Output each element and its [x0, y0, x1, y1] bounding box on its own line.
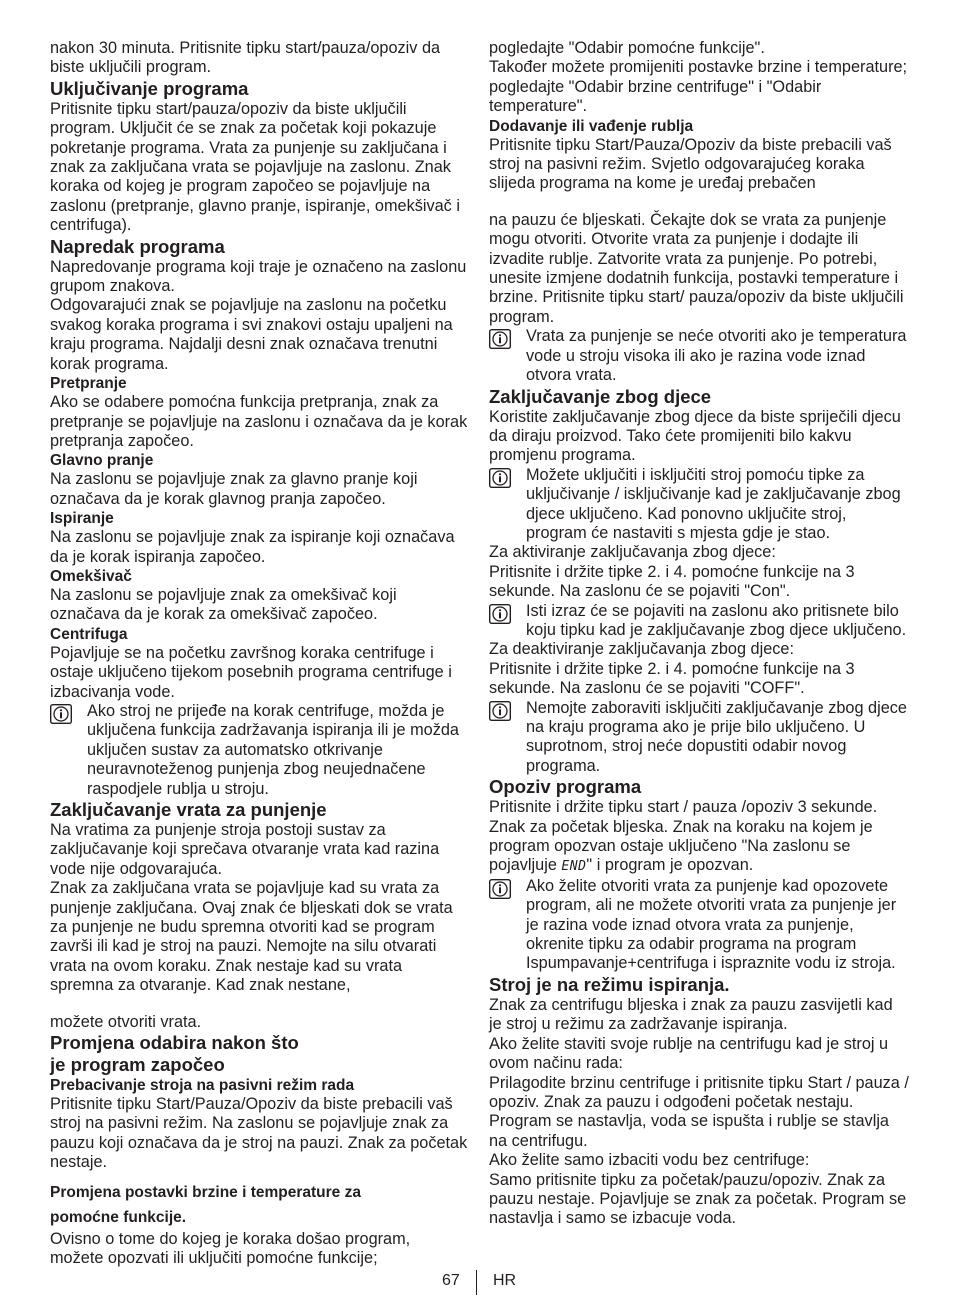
paragraph: Znak za zaključana vrata se pojavljuje kad su vrata za punjenje zaključana. Ovaj znak će bljeskati dok se vrata za punjenje ne budu spremna otvoriti kad se program završi ili kad je stroj na pauzi. Nemojte na silu otvarati vrata na ovom koraku. Znak nestaje kad su vrata spremna za otvaranje. Kad znak nestane, [50, 879, 453, 995]
note-text: Možete uključiti i isključiti stroj pomoću tipke za uključivanje / isključivanje kad je zaključavanje zbog djece uključeno. Kad ponovno uključite stroj, program će nastaviti s mjesta gdje je stao. [526, 465, 901, 542]
heading-line: je program započeo [50, 1054, 225, 1076]
info-icon [489, 327, 526, 354]
text-run: " i program je opozvan. [586, 856, 754, 875]
paragraph: Pritisnite tipku start/pauza/opoziv da biste uključili program. Uključit će se znak za početak koji pokazuje pokretanje programa. Vrata za punjenje su zaključana i znak za zaključana vrata se pojavljuje na zaslonu. Znak koraka od kojeg je program započeo se pojavljuje na zaslonu (pretpranje, glavno pranje, ispiranje, omekšivač i centrifuga). [50, 99, 460, 235]
info-note [489, 327, 909, 385]
heading-line: Promjena postavki brzine i temperature za [50, 1183, 361, 1201]
note-text: Vrata za punjenje se neće otvoriti ako je temperatura vode u stroju visoka ili ako je razina vode iznad otvora vrata. [526, 327, 907, 385]
paragraph: Koristite zaključavanje zbog djece da biste spriječili djecu da diraju proizvod. Tako ćete promijeniti bilo kakvu promjenu programa. [489, 407, 901, 465]
subheading-add-remove-laundry: Dodavanje ili vađenje rublja [489, 117, 694, 135]
page-number: 67 [442, 1272, 460, 1289]
left-column [50, 39, 468, 1269]
info-note [489, 699, 909, 777]
paragraph: Samo pritisnite tipku za početak/pauzu/opoziv. Znak za pauzu nestaje. Pojavljuje se znak za početak. Program se nastavlja i samo se izbacuje voda. [489, 1170, 907, 1228]
subheading-softener: Omekšivač [50, 567, 132, 585]
paragraph: Prilagodite brzinu centrifuge i pritisnite tipku Start / pauza / opoziv. Znak za pauzu i odgođeni početak nestaju. Program se nastavlja, voda se ispušta i rublje se stavlja na centrifugu. [489, 1073, 909, 1150]
paragraph: možete otvoriti vrata. [50, 1012, 202, 1031]
info-icon [489, 699, 526, 726]
paragraph: Ako želite staviti svoje rublje na centrifugu kad je stroj u ovom načinu rada: [489, 1034, 889, 1073]
info-note [489, 602, 909, 641]
paragraph: Pritisnite tipku Start/Pauza/Opoziv da biste prebacili vaš stroj na pasivni režim. Svjetlo odgovarajućeg koraka slijeda programa na kome je uređaj prebačen [489, 135, 892, 193]
subheading-spin: Centrifuga [50, 625, 128, 643]
info-icon [489, 602, 526, 629]
subheading-rinse: Ispiranje [50, 510, 114, 528]
paragraph: Ako želite samo izbaciti vodu bez centrifuge: [489, 1151, 810, 1170]
info-icon [489, 466, 526, 493]
info-icon [489, 877, 526, 904]
paragraph: Pritisnite tipku Start/Pauza/Opoziv da biste prebacili vaš stroj na pasivni režim. Na zaslonu se pojavljuje znak za pauzu koji označava da je stroj na pauzi. Znak za početak nestaje. [50, 1095, 468, 1172]
paragraph: Na zaslonu se pojavljuje znak za ispiranje koji označava da je korak ispiranja započeo. [50, 528, 455, 566]
note-text: Ako želite otvoriti vrata za punjenje kad opozovete program, ali ne možete otvoriti vrata za punjenje jer je razina vode iznad otvora vrata za punjenje, okrenite tipku za odabir programa na program Ispumpavanje+centrifuga i ispraznite vodu iz stroja. [526, 876, 897, 973]
end-display-text: END [561, 859, 587, 875]
paragraph: Ako se odabere pomoćna funkcija pretpranja, znak za pretpranje se pojavljuje na zaslonu i označava da je korak pretpranja započeo. [50, 393, 468, 450]
info-note [489, 877, 909, 974]
subheading-main-wash: Glavno pranje [50, 452, 154, 470]
paragraph: Za aktiviranje zaključavanja zbog djece: [489, 543, 776, 562]
paragraph: Napredovanje programa koji traje je označeno na zaslonu grupom znakova. [50, 257, 467, 296]
paragraph: Pritisnite i držite tipke 2. i 4. pomoćne funkcije na 3 sekunde. Na zaslonu će se pojaviti "Con". [489, 562, 855, 601]
language-code: HR [493, 1272, 517, 1289]
note-text: Ako stroj ne prijeđe na korak centrifuge, možda je uključena funkcija zadržavanja ispiranja ili je možda uključen sustav za automatsko otkrivanje neuravnoteženog punjenja zbog neujednačene raspodjele rublja u stroju. [87, 701, 459, 798]
paragraph: nakon 30 minuta. Pritisnite tipku start/pauza/opoziv da biste uključili program. [50, 39, 441, 77]
heading-line: pomoćne funkcije. [50, 1208, 187, 1226]
subheading-standby: Prebacivanje stroja na pasivni režim rada [50, 1077, 355, 1095]
note-text: Isti izraz će se pojaviti na zaslonu ako pritisnete bilo koju tipku kad je zaključavanje zbog djece uključeno. [526, 601, 907, 639]
right-column [489, 39, 909, 1229]
subheading-speed-temp [50, 1180, 468, 1230]
section-heading-change-selection [50, 1032, 468, 1076]
heading-line: Promjena odabira nakon što [50, 1032, 299, 1054]
paragraph: Na zaslonu se pojavljuje znak za glavno pranje koji označava da je korak glavnog pranja započeo. [50, 470, 418, 508]
paragraph: Pojavljuje se na početku završnog koraka centrifuge i ostaje uključeno tijekom posebnih programa centrifuge i izbacivanja vode. [50, 643, 452, 701]
section-heading-program-progress: Napredak programa [50, 235, 225, 257]
paragraph: Za deaktiviranje zaključavanja zbog djece: [489, 640, 794, 659]
section-heading-child-lock: Zaključavanje zbog djece [489, 385, 712, 407]
paragraph: Ovisno o tome do kojeg je koraka došao program, možete opozvati ili uključiti pomoćne funkcije; [50, 1229, 411, 1268]
section-heading-program-start: Uključivanje programa [50, 77, 249, 99]
info-icon [50, 702, 87, 729]
paragraph: Pritisnite i držite tipke 2. i 4. pomoćne funkcije na 3 sekunde. Na zaslonu će se pojaviti "COFF". [489, 659, 855, 698]
paragraph: Na zaslonu se pojavljuje znak za omekšivač koji označava da je korak za omekšivač započeo. [50, 585, 397, 624]
section-heading-cancel-program: Opoziv programa [489, 776, 642, 798]
paragraph: Odgovarajući znak se pojavljuje na zaslonu na početku svakog koraka programa i svi znakovi ostaju upaljeni na kraju programa. Najdalji desni znak označava trenutni korak programa. [50, 296, 453, 373]
paragraph: Znak za centrifugu bljeska i znak za pauzu zasvijetli kad je stroj u režimu za zadržavanje ispiranja. [489, 995, 893, 1034]
info-note [50, 702, 468, 799]
paragraph: pogledajte "Odabir pomoćne funkcije". [489, 39, 765, 57]
section-heading-rinse-hold: Stroj je na režimu ispiranja. [489, 973, 730, 995]
note-text: Nemojte zaboraviti isključiti zaključavanje zbog djece na kraju programa ako je prije bilo uključeno. U suprotnom, stroj neće dopustiti odabir novog programa. [526, 698, 907, 775]
text-run: Pritisnite i držite tipku start / pauza /opoziv 3 sekunde. Znak za početak bljeska. Znak na koraku na kojem je program opozvan ostaje uključeno "Na zaslonu se pojavljuje [489, 798, 878, 875]
paragraph: Na vratima za punjenje stroja postoji sustav za zaključavanje koji sprečava otvaranje vrata kad razina vode nije odgovarajuća. [50, 821, 440, 878]
info-note [489, 466, 909, 544]
paragraph: Također možete promijeniti postavke brzine i temperature; pogledajte "Odabir brzine centrifuge" i "Odabir temperature". [489, 58, 908, 116]
section-heading-door-lock: Zaključavanje vrata za punjenje [50, 799, 327, 820]
paragraph: na pauzu će bljeskati. Čekajte dok se vrata za punjenje mogu otvoriti. Otvorite vrata za punjenje i dodajte ili izvadite rublje. Zatvorite vrata za punjenje. Po potrebi, unesite izmjene dodatnih funkcija, postavki temperature i brzine. Pritisnite tipku start/ pauza/opoziv da biste uključili program. [489, 210, 904, 326]
page-footer [0, 1270, 954, 1298]
paragraph [489, 798, 909, 877]
footer-divider [476, 1270, 477, 1295]
subheading-prewash: Pretpranje [50, 375, 127, 393]
